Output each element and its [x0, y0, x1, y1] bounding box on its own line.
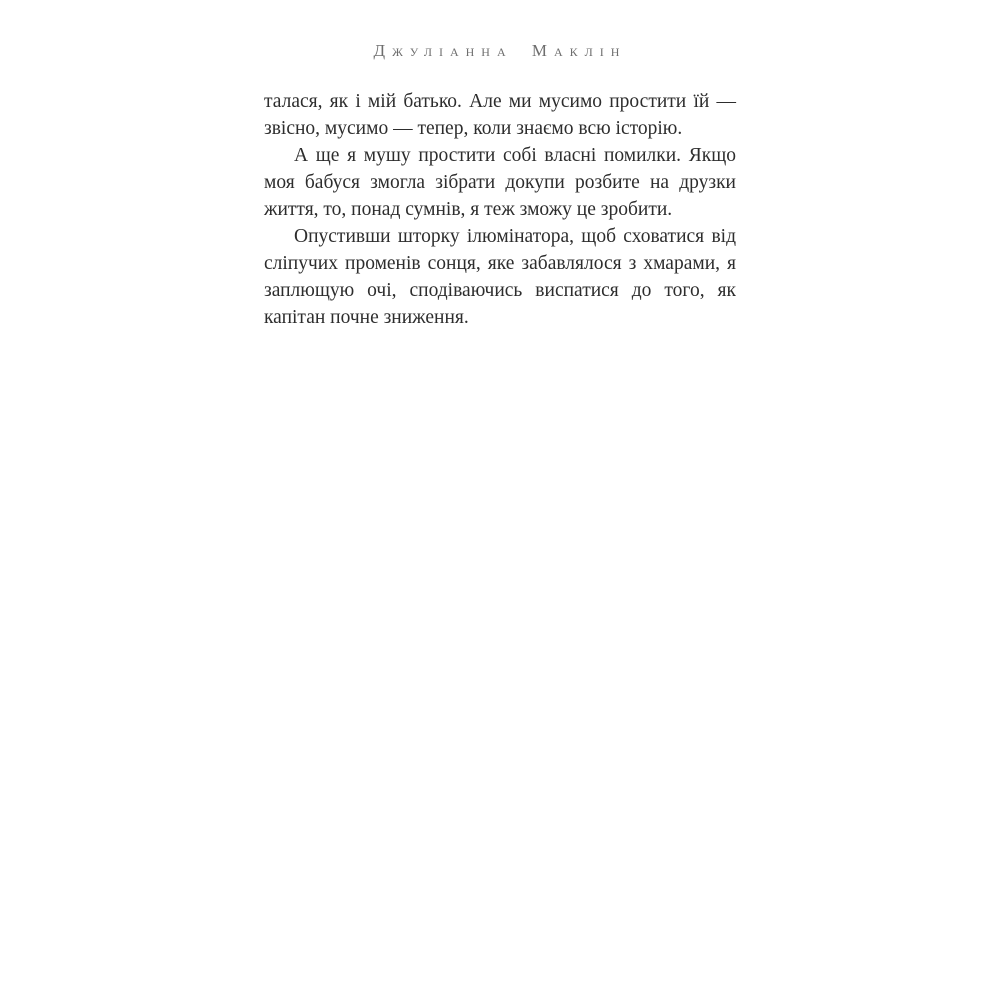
paragraph: А ще я мушу простити собі власні помилки. Якщо моя бабуся змогла зібрати докупи розбите на друзки життя, то, понад сумнів, я теж зможу це зробити. [264, 145, 736, 220]
page-text-block [264, 88, 736, 331]
paragraph: Опустивши шторку ілюмінатора, щоб сховатися від сліпучих променів сонця, яке забавлялося з хмарами, я заплющую очі, сподіваючись виспатися до того, як капітан почне зниження. [264, 226, 736, 328]
running-header-author: Джуліанна Маклін [373, 41, 627, 60]
paragraph-continuation: талася, як і мій батько. Але ми мусимо простити їй — звісно, мусимо — тепер, коли знаємо всю історію. [264, 91, 736, 139]
